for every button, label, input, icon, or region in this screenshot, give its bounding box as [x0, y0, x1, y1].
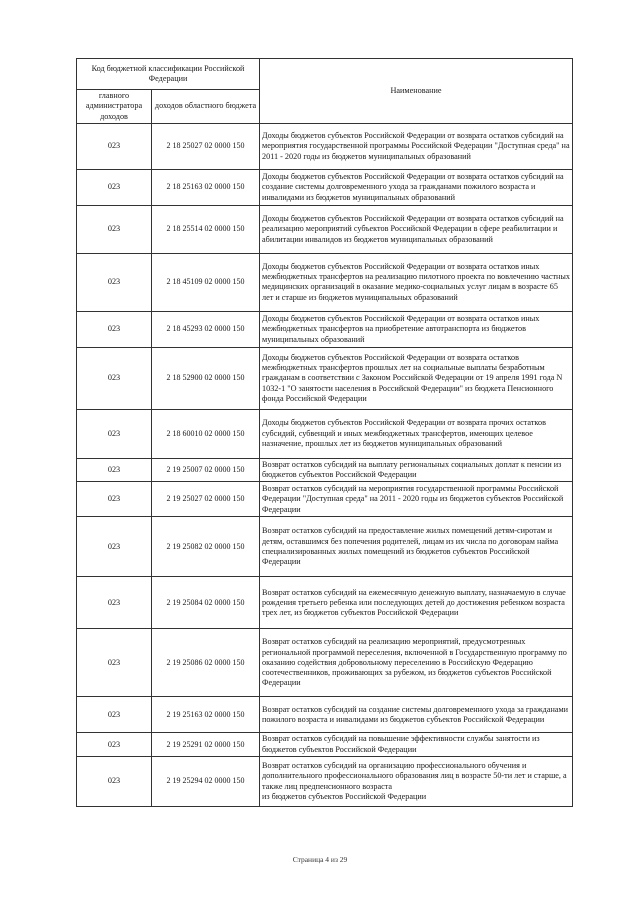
- row-income-code: 2 18 60010 02 0000 150: [152, 409, 260, 458]
- row-admin-code: 023: [77, 458, 152, 482]
- row-admin-code: 023: [77, 253, 152, 311]
- table-row: [77, 311, 573, 347]
- table-row: [77, 169, 573, 205]
- table-row: [77, 458, 573, 482]
- row-name: Доходы бюджетов субъектов Российской Федерации от возврата остатков иных межбюджетных трансфертов на приобретение автотранспорта из бюджетов муниципальных образований: [260, 311, 573, 347]
- table-row: [77, 577, 573, 629]
- row-income-code: 2 19 25086 02 0000 150: [152, 629, 260, 697]
- table-body: [77, 123, 573, 806]
- page-number: Страница 4 из 29: [292, 855, 348, 864]
- header-group-title: Код бюджетной классификации Российской Федерации: [77, 59, 260, 90]
- row-admin-code: 023: [77, 733, 152, 757]
- row-admin-code: 023: [77, 169, 152, 205]
- row-admin-code: 023: [77, 629, 152, 697]
- row-admin-code: 023: [77, 347, 152, 409]
- row-name: Возврат остатков субсидий на ежемесячную денежную выплату, назначаемую в случае рождения третьего ребенка или последующих детей до достижения ребенком возраста трех лет, из бюджетов субъектов Российской Федерации: [260, 577, 573, 629]
- row-admin-code: 023: [77, 697, 152, 733]
- row-name: Доходы бюджетов субъектов Российской Федерации от возврата остатков иных межбюджетных трансфертов на реализацию пилотного проекта по вовлечению частных медицинских организаций в оказание медико-социальных услуг лицам в возрасте 65 лет и старше из бюджетов муниципальных образований: [260, 253, 573, 311]
- row-name: Доходы бюджетов субъектов Российской Федерации от возврата прочих остатков субсидий, субвенций и иных межбюджетных трансфертов, имеющих целевое назначение, прошлых лет из бюджетов муниципальных образований: [260, 409, 573, 458]
- row-name: Возврат остатков субсидий на повышение эффективности службы занятости из бюджетов субъектов Российской Федерации: [260, 733, 573, 757]
- row-name: Доходы бюджетов субъектов Российской Федерации от возврата остатков субсидий на реализацию мероприятий субъектов Российской Федерации в сфере реабилитации и абилитации инвалидов из бюджетов муниципальных образований: [260, 205, 573, 253]
- table-row: [77, 482, 573, 517]
- row-name: Доходы бюджетов субъектов Российской Федерации от возврата остатков межбюджетных трансфертов прошлых лет на социальные выплаты безработным гражданам в соответствии с Законом Российской Федерации от 19 апреля 1991 года N 1032-1 "О занятости населения в Российской Федерации" из бюджета Пенсионного фонда Российской Федерации: [260, 347, 573, 409]
- table-row: [77, 697, 573, 733]
- table-row: [77, 205, 573, 253]
- table-row: [77, 409, 573, 458]
- row-income-code: 2 19 25294 02 0000 150: [152, 757, 260, 807]
- row-admin-code: 023: [77, 123, 152, 169]
- row-admin-code: 023: [77, 517, 152, 577]
- table-row: [77, 629, 573, 697]
- document-sheet: [76, 58, 572, 807]
- row-income-code: 2 18 25027 02 0000 150: [152, 123, 260, 169]
- header-name: Наименование: [260, 59, 573, 124]
- table-row: [77, 123, 573, 169]
- row-income-code: 2 18 25163 02 0000 150: [152, 169, 260, 205]
- row-income-code: 2 19 25027 02 0000 150: [152, 482, 260, 517]
- table-row: [77, 757, 573, 807]
- row-admin-code: 023: [77, 409, 152, 458]
- table-row: [77, 733, 573, 757]
- row-name: Возврат остатков субсидий на выплату региональных социальных доплат к пенсии из бюджетов субъектов Российской Федерации: [260, 458, 573, 482]
- row-income-code: 2 18 45293 02 0000 150: [152, 311, 260, 347]
- row-name: Доходы бюджетов субъектов Российской Федерации от возврата остатков субсидий на мероприятия государственной программы Российской Федерации "Доступная среда" на 2011 - 2020 годы из бюджетов муниципальных образований: [260, 123, 573, 169]
- row-income-code: 2 19 25082 02 0000 150: [152, 517, 260, 577]
- row-name: Возврат остатков субсидий на организацию профессионального обучения и дополнительного профессионального образования лиц в возрасте 50-ти лет и старше, а также лиц предпенсионного возраста из бюджетов субъектов Российской Федерации: [260, 757, 573, 807]
- row-admin-code: 023: [77, 757, 152, 807]
- row-income-code: 2 19 25163 02 0000 150: [152, 697, 260, 733]
- row-name: Возврат остатков субсидий на мероприятия государственной программы Российской Федерации "Доступная среда" на 2011 - 2020 годы из бюджетов субъектов Российской Федерации: [260, 482, 573, 517]
- table-row: [77, 253, 573, 311]
- table-row: [77, 517, 573, 577]
- row-income-code: 2 19 25084 02 0000 150: [152, 577, 260, 629]
- row-admin-code: 023: [77, 205, 152, 253]
- row-income-code: 2 18 25514 02 0000 150: [152, 205, 260, 253]
- row-name: Доходы бюджетов субъектов Российской Федерации от возврата остатков субсидий на создание системы долговременного ухода за гражданами пожилого возраста и инвалидами из бюджетов муниципальных образований: [260, 169, 573, 205]
- row-income-code: 2 19 25291 02 0000 150: [152, 733, 260, 757]
- row-admin-code: 023: [77, 577, 152, 629]
- row-admin-code: 023: [77, 311, 152, 347]
- header-income: доходов областного бюджета: [152, 90, 260, 124]
- budget-classification-table: [76, 58, 573, 807]
- row-income-code: 2 18 45109 02 0000 150: [152, 253, 260, 311]
- header-admin: главного администратора доходов: [77, 90, 152, 124]
- row-name: Возврат остатков субсидий на предоставление жилых помещений детям-сиротам и детям, оставшимся без попечения родителей, лицам из их числа по договорам найма специализированных жилых помещений из бюджетов субъектов Российской Федерации: [260, 517, 573, 577]
- table-row: [77, 347, 573, 409]
- row-income-code: 2 19 25007 02 0000 150: [152, 458, 260, 482]
- row-admin-code: 023: [77, 482, 152, 517]
- row-name: Возврат остатков субсидий на создание системы долговременного ухода за гражданами пожилого возраста и инвалидами из бюджетов субъектов Российской Федерации: [260, 697, 573, 733]
- row-name: Возврат остатков субсидий на реализацию мероприятий, предусмотренных региональной программой переселения, включенной в Государственную программу по оказанию содействия добровольному переселению в Российскую Федерацию соотечественников, проживающих за рубежом, из бюджетов субъектов Российской Федерации: [260, 629, 573, 697]
- row-income-code: 2 18 52900 02 0000 150: [152, 347, 260, 409]
